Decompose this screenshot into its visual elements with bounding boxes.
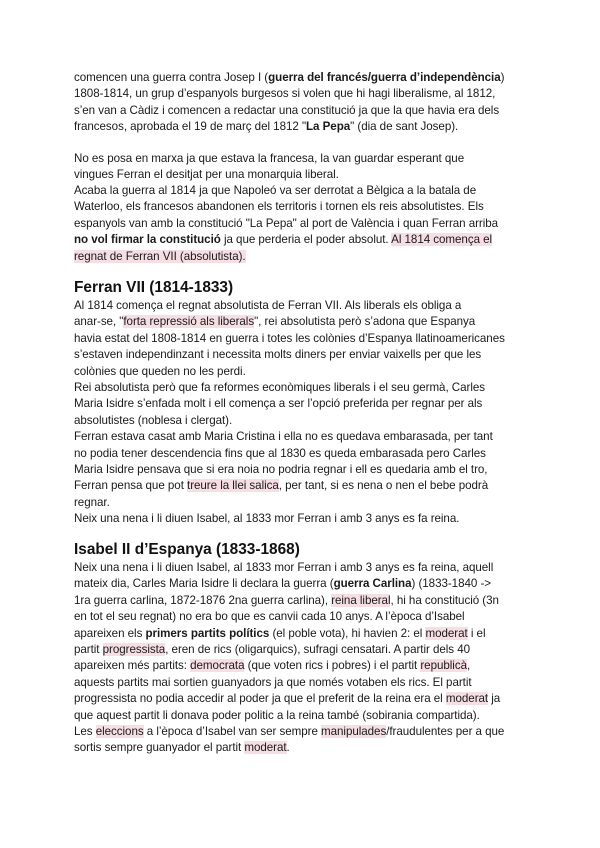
text-line: Ferran estava casat amb Maria Cristina i ella no es quedava embarasada, per tant — [74, 430, 493, 444]
text-run: ja — [488, 692, 501, 706]
text-line — [74, 691, 534, 707]
text-run: ", rei absolutista però s’adona que Espanya — [254, 315, 476, 329]
text-run: ) — [500, 71, 505, 84]
highlighted-text: treure la llei salica — [187, 479, 279, 493]
text-line — [74, 626, 534, 642]
text-run: Les — [74, 725, 96, 739]
text-run: . — [286, 741, 290, 755]
highlighted-text: regnat de Ferran VII (absolutista). — [74, 249, 246, 263]
text-line: Acaba la guerra al 1814 ja que Napoleó va ser derrotat a Bèlgica a la batala de — [74, 184, 477, 197]
text-line — [74, 658, 534, 674]
text-run: apareixen els — [74, 626, 146, 640]
text-run: progressista no podia accedir al poder ja que el preferit de la reina era el — [74, 692, 446, 706]
text-line: absolutistes (noblesa i clergat). — [74, 413, 233, 427]
text-run: Ferran pensa que pot — [74, 479, 188, 493]
text-run: , per tant, si es nena o nen el bebe podrà — [278, 479, 489, 493]
text-line: s’en van a Càdiz i comencen a redactar una constitució ja que la que havia era dels — [74, 103, 500, 117]
text-run: a l’època d’Isabel van ser sempre — [143, 725, 322, 739]
text-line — [74, 232, 534, 248]
text-line: Maria Isidre s’enfada molt i ell comença a ser l’opció preferida per regnar per als — [74, 397, 483, 411]
text-line — [74, 478, 534, 494]
intro-paragraph-3 — [74, 183, 534, 265]
text-line — [74, 249, 534, 265]
text-line — [74, 593, 534, 609]
text-line — [74, 642, 534, 658]
text-line — [74, 576, 534, 592]
bold-text: La Pepa — [306, 120, 351, 134]
text-line: No es posa en marxa ja que estava la francesa, la van guardar esperant que — [74, 152, 465, 165]
text-line: Al 1814 comença el regnat absolutista de Ferran VII. Als liberals els obliga a — [74, 299, 462, 312]
bold-text: guerra Carlina — [333, 577, 412, 591]
text-line: no podia tener descendencia fins que al 1830 es queda embarasada pero Carles — [74, 446, 486, 460]
text-line — [74, 314, 534, 330]
isabel-section-body — [74, 560, 534, 757]
text-run: 1ra guerra carlina, 1872-1876 2na guerra carlina), — [74, 593, 332, 607]
text-run: ) (1833-1840 -> — [411, 577, 491, 591]
text-line: Waterloo, els francesos abandonen els territoris i tornen els reis absolutistes. Els — [74, 200, 484, 214]
text-run: , hi ha constitució (3n — [390, 593, 499, 607]
text-line: que aquest partit li donava poder politic a la reina també (sobirania compartida). — [74, 708, 480, 722]
text-run: mateix dia, Carles Maria Isidre li declara la guerra ( — [74, 577, 334, 591]
text-run: francesos, aprobada el 19 de març del 1812 " — [74, 120, 307, 134]
text-line — [74, 724, 534, 740]
text-line: en tot el seu regnat) no era bo que es canvii cada 10 anys. A l’època d’Isabel — [74, 610, 465, 624]
text-run: partit — [74, 643, 103, 657]
highlighted-text: progressista — [102, 643, 166, 657]
text-line: vingues Ferran el desitjat per una monarquia liberal. — [74, 168, 339, 182]
text-run: , — [466, 659, 471, 673]
highlighted-text: reina liberal — [331, 593, 391, 607]
text-run: /fraudulentes per a que — [386, 725, 505, 739]
text-line: colònies que queden no les perdi. — [74, 364, 246, 378]
highlighted-text: democrata — [190, 659, 245, 673]
highlighted-text: republicà — [420, 659, 467, 673]
text-line: Neix una nena i li diuen Isabel, al 1833 mor Ferran i amb 3 anys es fa reina. — [74, 512, 460, 526]
text-run: i el — [467, 626, 486, 640]
text-line: 1808-1814, un grup d’espanyols burgesos si volen que hi hagi liberalisme, al 1812, — [74, 87, 496, 101]
text-line: havia estat del 1808-1814 en guerra i totes les colònies d’Espanya llatinoamericanes — [74, 331, 505, 345]
text-run: ja que perderia el poder absolut. — [220, 233, 392, 247]
ferran-section-body — [74, 298, 534, 528]
section-heading-isabel — [74, 540, 534, 560]
text-line — [74, 119, 534, 135]
section-title: Ferran VII (1814-1833) — [74, 279, 234, 296]
text-run: anar-se, " — [74, 315, 124, 329]
section-heading-ferran — [74, 278, 534, 298]
text-line: Neix una nena i li diuen Isabel, al 1833 mor Ferran i amb 3 anys es fa reina, aquell — [74, 561, 494, 574]
intro-paragraph-2 — [74, 151, 534, 184]
text-run: " (dia de sant Josep). — [350, 120, 459, 134]
highlighted-text: moderat — [244, 741, 287, 755]
text-line — [74, 70, 534, 86]
bold-text: guerra del francés/guerra d’independència — [268, 71, 501, 84]
text-run: (que voten rics i pobres) i el partit — [244, 659, 421, 673]
bold-text: primers partits polítics — [145, 626, 270, 640]
text-run: sortis sempre guanyador el partit — [74, 741, 245, 755]
text-line: s’estaven independinzant i necessita molts diners per enviar vaixells per que les — [74, 348, 482, 362]
highlighted-text: forta repressió als liberals — [123, 315, 255, 329]
text-line: aquests partits mai sortien guanyadors ja que només votaben els rics. El partit — [74, 675, 472, 689]
highlighted-text: manipulades — [321, 725, 387, 739]
text-line — [74, 740, 534, 756]
highlighted-text: Al 1814 comença el — [391, 233, 493, 247]
highlighted-text: eleccions — [95, 725, 144, 739]
text-run: , eren de rics (oligarquics), sufragi censatari. A partir dels 40 — [165, 643, 470, 657]
text-run: (el poble vota), hi havien 2: el — [269, 626, 426, 640]
bold-text: no vol firmar la constitució — [74, 233, 221, 247]
text-run: comencen una guerra contra Josep I ( — [74, 71, 269, 84]
highlighted-text: moderat — [425, 626, 468, 640]
intro-paragraph-1 — [74, 70, 534, 136]
text-run: apareixen més partits: — [74, 659, 191, 673]
section-title: Isabel II d’Espanya (1833-1868) — [74, 541, 300, 558]
text-line: regnar. — [74, 495, 110, 509]
highlighted-text: moderat — [445, 692, 489, 706]
text-line: espanyols van amb la constitució "La Pepa" al port de València i quan Ferran arriba — [74, 216, 499, 230]
text-line: Maria Isidre pensava que si era noia no podria regnar i ell es quedaria amb el tro, — [74, 463, 488, 477]
text-line: Rei absolutista però que fa reformes econòmiques liberals i el seu germà, Carles — [74, 381, 486, 395]
